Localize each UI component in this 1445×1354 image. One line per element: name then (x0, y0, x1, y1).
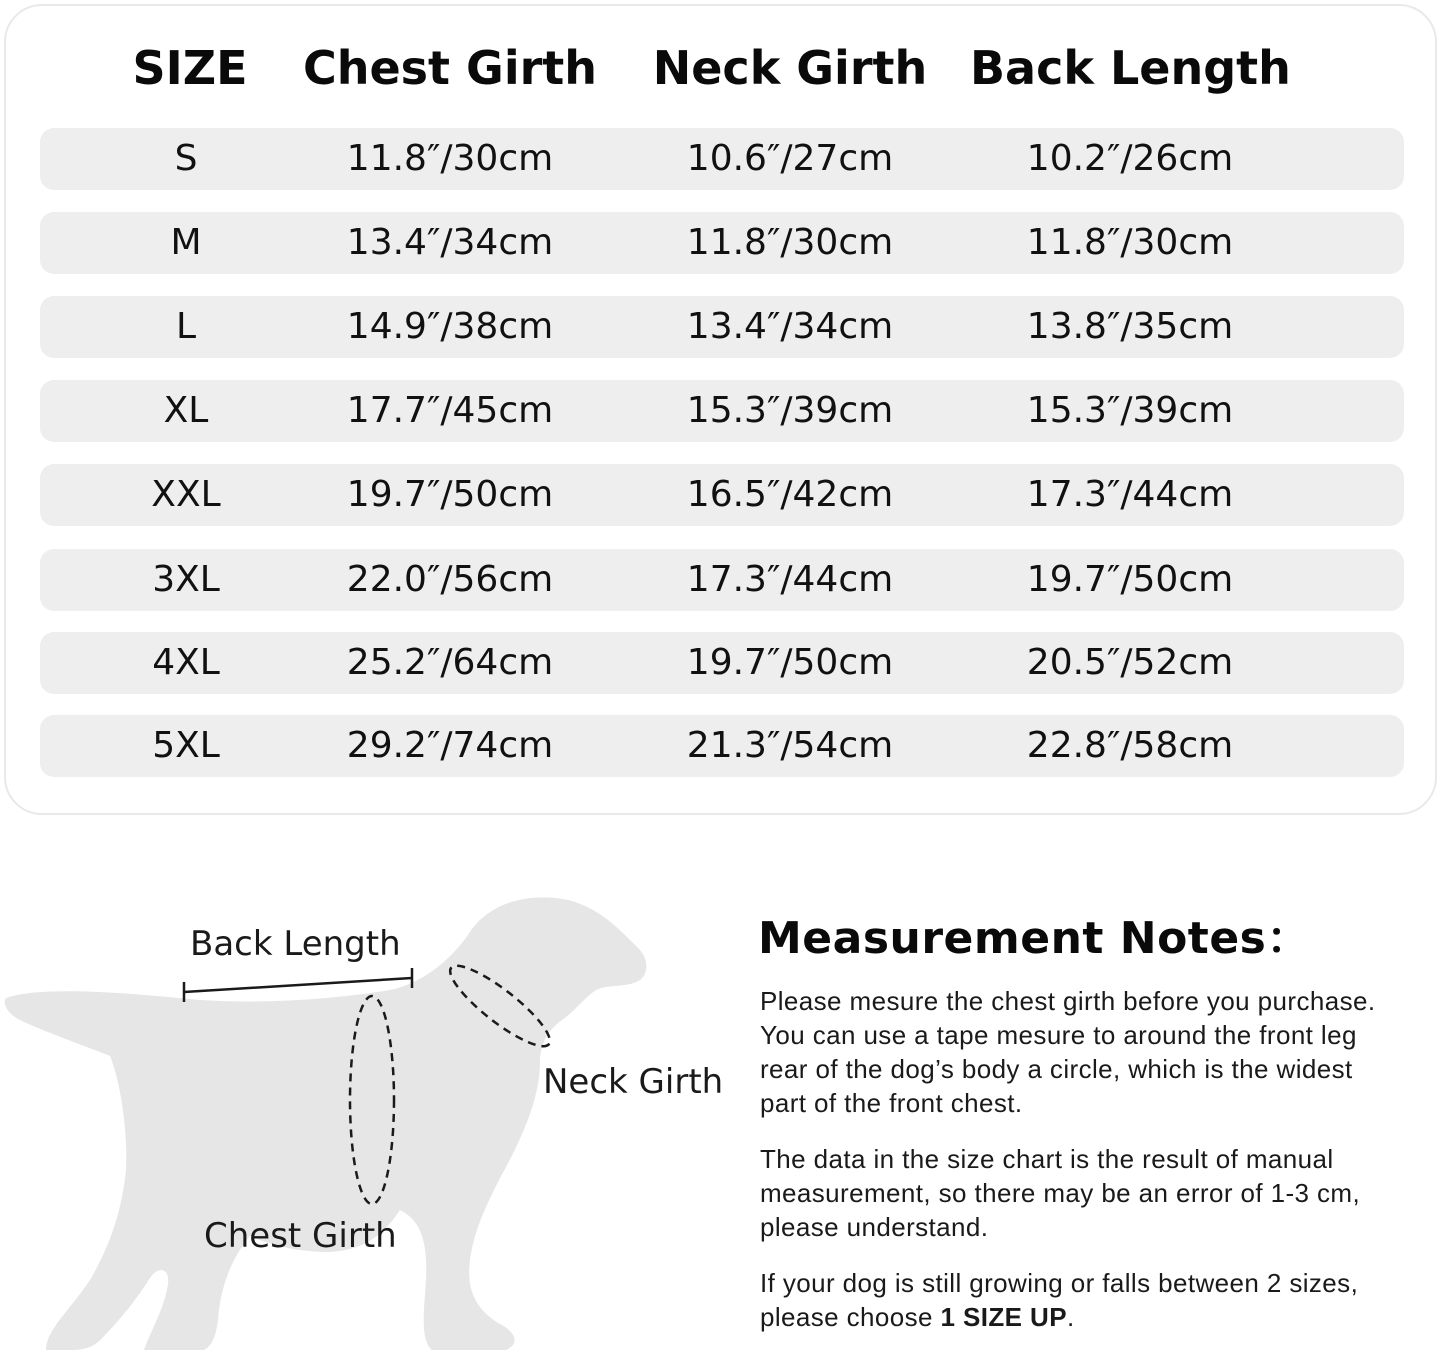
back-length-cell: 19.7″/50cm (1026, 559, 1234, 600)
table-row (40, 464, 1404, 526)
table-row (40, 212, 1404, 274)
note-paragraph-3 (760, 1266, 1440, 1334)
back-length-cell: 15.3″/39cm (1026, 390, 1234, 431)
note-line: part of the front chest. (760, 1088, 1023, 1118)
table-row (40, 549, 1404, 611)
back-length-label: Back Length (190, 924, 401, 964)
table-row (40, 296, 1404, 358)
size-cell: XL (163, 390, 209, 431)
note-line: Please mesure the chest girth before you purchase. (760, 986, 1376, 1016)
chest-girth-cell: 22.0″/56cm (346, 559, 554, 600)
note-line (760, 1300, 1440, 1334)
size-cell: 4XL (152, 642, 220, 683)
neck-girth-cell: 11.8″/30cm (686, 222, 894, 263)
neck-girth-label: Neck Girth (543, 1062, 724, 1102)
back-length-cell: 20.5″/52cm (1026, 642, 1234, 683)
chest-girth-cell: 14.9″/38cm (346, 306, 554, 347)
back-length-cell: 17.3″/44cm (1026, 474, 1234, 515)
neck-girth-cell: 13.4″/34cm (686, 306, 894, 347)
note-line: If your dog is still growing or falls between 2 sizes, (760, 1268, 1359, 1298)
chest-girth-cell: 25.2″/64cm (346, 642, 554, 683)
note-line: The data in the size chart is the result of manual (760, 1144, 1334, 1174)
back-length-cell: 10.2″/26cm (1026, 138, 1234, 179)
notes-title: Measurement Notes： (758, 913, 1311, 964)
neck-girth-cell: 21.3″/54cm (686, 725, 894, 766)
note-text: . (1066, 1302, 1075, 1332)
back-length-cell: 11.8″/30cm (1026, 222, 1234, 263)
chest-girth-cell: 29.2″/74cm (346, 725, 554, 766)
note-text: please choose (760, 1302, 941, 1332)
neck-girth-cell: 19.7″/50cm (686, 642, 894, 683)
neck-girth-cell: 16.5″/42cm (686, 474, 894, 515)
table-row (40, 715, 1404, 777)
chest-girth-label: Chest Girth (204, 1216, 397, 1256)
table-row (40, 380, 1404, 442)
size-cell: XXL (151, 474, 221, 515)
size-cell: S (174, 138, 198, 179)
chest-girth-cell: 11.8″/30cm (346, 138, 554, 179)
header-chest-girth: Chest Girth (302, 41, 598, 95)
chest-girth-cell: 19.7″/50cm (346, 474, 554, 515)
chest-girth-cell: 17.7″/45cm (346, 390, 554, 431)
note-line: You can use a tape mesure to around the front leg (760, 1020, 1357, 1050)
neck-girth-cell: 15.3″/39cm (686, 390, 894, 431)
size-cell: M (170, 222, 202, 263)
note-line: measurement, so there may be an error of 1-3 cm, (760, 1178, 1361, 1208)
table-row (40, 632, 1404, 694)
size-cell: 5XL (152, 725, 220, 766)
note-line: please understand. (760, 1212, 989, 1242)
size-up-emphasis: 1 SIZE UP (940, 1302, 1067, 1332)
header-back-length: Back Length (970, 41, 1291, 95)
note-paragraph-2 (760, 1142, 1440, 1244)
size-cell: 3XL (152, 559, 220, 600)
neck-girth-cell: 17.3″/44cm (686, 559, 894, 600)
table-row (40, 128, 1404, 190)
back-length-cell: 13.8″/35cm (1026, 306, 1234, 347)
size-cell: L (175, 306, 197, 347)
note-line: rear of the dog’s body a circle, which is the widest (760, 1054, 1353, 1084)
header-neck-girth: Neck Girth (652, 41, 928, 95)
neck-girth-cell: 10.6″/27cm (686, 138, 894, 179)
chest-girth-cell: 13.4″/34cm (346, 222, 554, 263)
note-paragraph-1 (760, 984, 1440, 1120)
back-length-cell: 22.8″/58cm (1026, 725, 1234, 766)
header-size: SIZE (132, 41, 248, 95)
